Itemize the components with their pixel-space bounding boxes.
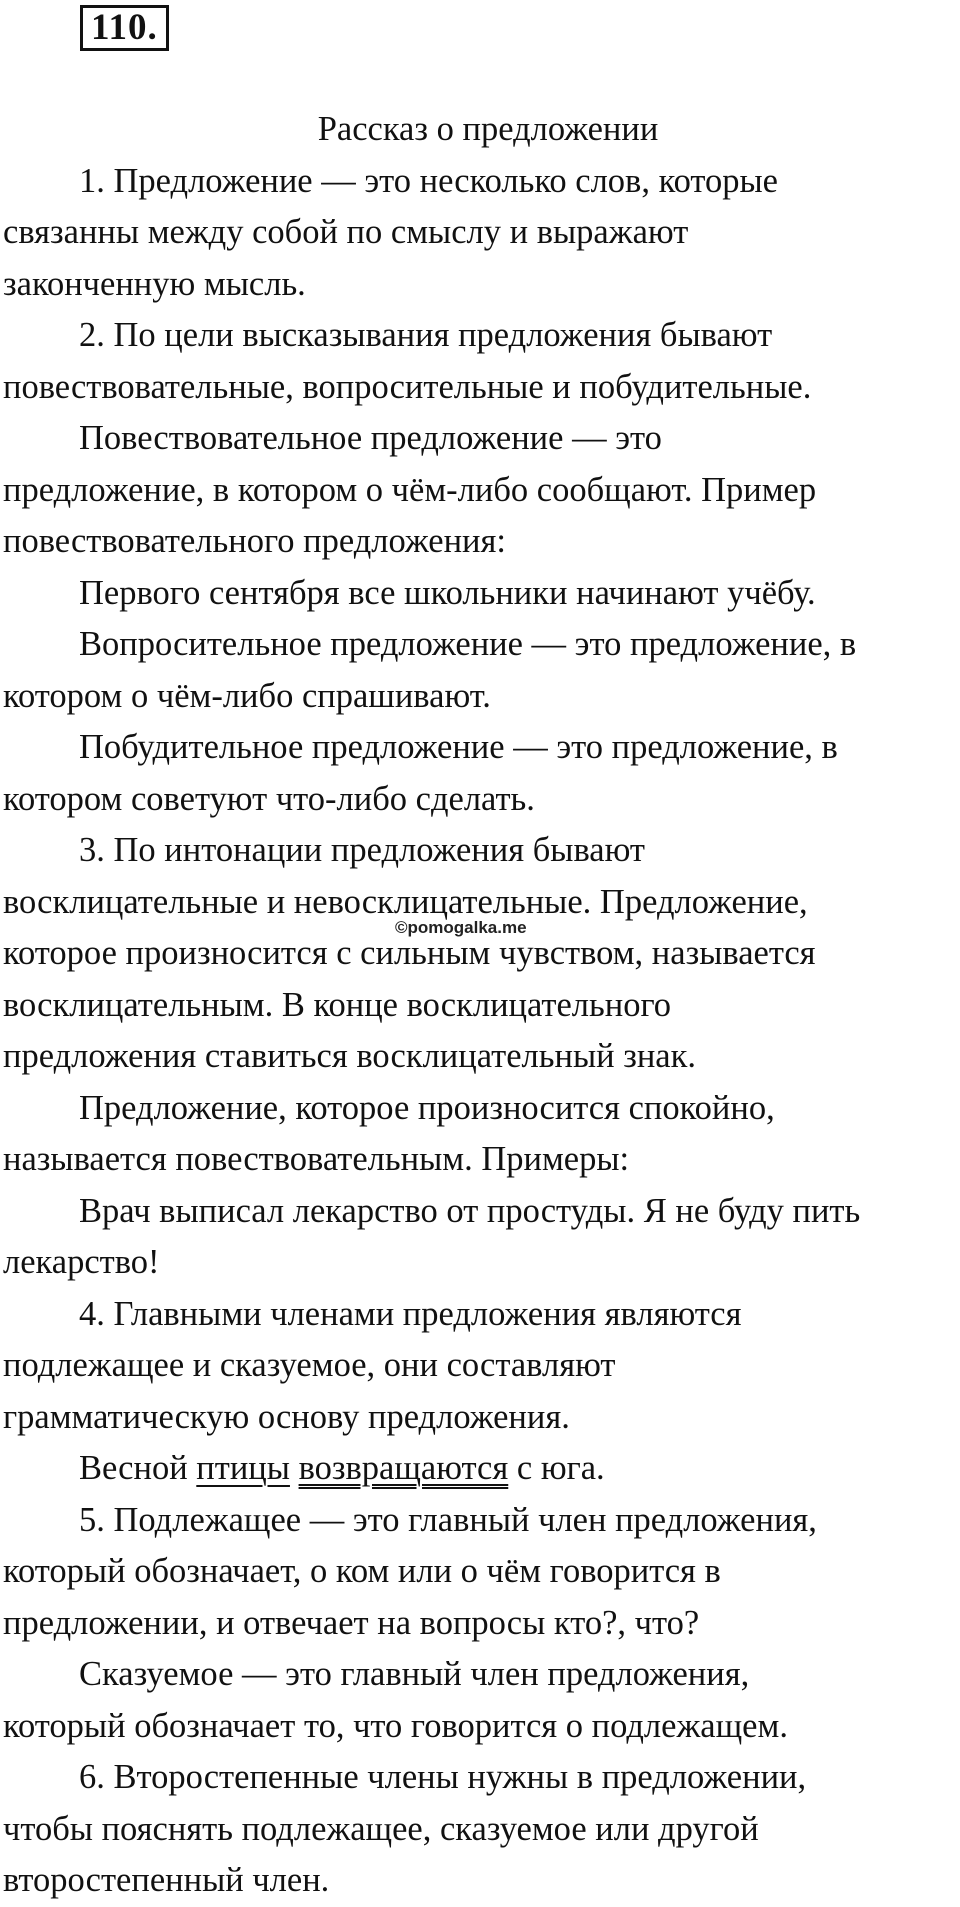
text-line: Повествовательное предложение — это bbox=[79, 419, 662, 457]
text-line: котором советуют что-либо сделать. bbox=[3, 779, 535, 818]
text-line: законченную мысль. bbox=[3, 264, 306, 303]
text-line: восклицательные и невосклицательные. Предложение, bbox=[3, 882, 808, 921]
text-line: 1. Предложение — это несколько слов, которые bbox=[79, 161, 778, 200]
example-after: с юга. bbox=[508, 1449, 605, 1487]
document-title: Рассказ о предложении bbox=[317, 110, 659, 148]
text-line: предложение, в котором о чём-либо сообщают. Пример bbox=[3, 470, 817, 509]
example-line: лекарство! bbox=[3, 1243, 160, 1281]
text-line: Вопросительное предложение — это предложение, в bbox=[79, 625, 857, 663]
example-line: Врач выписал лекарство от простуды. Я не буду пить bbox=[79, 1191, 861, 1230]
text-line: связанны между собой по смыслу и выражают bbox=[3, 213, 689, 251]
text-line: 4. Главными членами предложения являются bbox=[79, 1294, 742, 1333]
text-line: 5. Подлежащее — это главный член предложения, bbox=[79, 1500, 817, 1539]
text-line: чтобы пояснять подлежащее, сказуемое или другой bbox=[3, 1809, 759, 1848]
text-line: котором о чём-либо спрашивают. bbox=[3, 676, 491, 715]
text-line: предложения ставиться восклицательный знак. bbox=[3, 1037, 696, 1075]
document-body bbox=[3, 104, 953, 1907]
text-line: которое произносится с сильным чувством, называется bbox=[3, 934, 816, 972]
text-line: который обозначает, о ком или о чём говорится в bbox=[3, 1552, 721, 1590]
text-line: 3. По интонации предложения бывают bbox=[79, 831, 645, 869]
text-line: Побудительное предложение — это предложение, в bbox=[79, 728, 838, 766]
text-line: повествовательного предложения: bbox=[3, 522, 506, 560]
text-line: 6. Второстепенные члены нужны в предложении, bbox=[79, 1758, 807, 1796]
text-line: восклицательным. В конце восклицательного bbox=[3, 985, 672, 1024]
text-line: грамматическую основу предложения. bbox=[3, 1397, 570, 1436]
example-sentence bbox=[3, 1443, 953, 1495]
subject-underlined: птицы bbox=[196, 1449, 290, 1487]
text-line: 2. По цели высказывания предложения бывают bbox=[79, 316, 773, 354]
text-line: повествовательные, вопросительные и побудительные. bbox=[3, 367, 812, 406]
watermark: ©pomogalka.me bbox=[395, 918, 527, 937]
text-line: второстепенный член. bbox=[3, 1861, 330, 1899]
text-line: Предложение, которое произносится спокойно, bbox=[79, 1088, 775, 1127]
text-line: называется повествовательным. Примеры: bbox=[3, 1140, 630, 1178]
example-line: Первого сентября все школьники начинают учёбу. bbox=[79, 573, 816, 612]
text-line: подлежащее и сказуемое, они составляют bbox=[3, 1346, 616, 1384]
text-line: Сказуемое — это главный член предложения, bbox=[79, 1655, 750, 1693]
text-line: предложении, и отвечает на вопросы кто?, что? bbox=[3, 1603, 700, 1642]
example-space bbox=[290, 1449, 299, 1487]
text-line: который обозначает то, что говорится о подлежащем. bbox=[3, 1706, 788, 1745]
predicate-double-underlined: возвращаются bbox=[298, 1449, 509, 1487]
example-before: Весной bbox=[79, 1449, 197, 1487]
exercise-number: 110. bbox=[80, 5, 169, 51]
